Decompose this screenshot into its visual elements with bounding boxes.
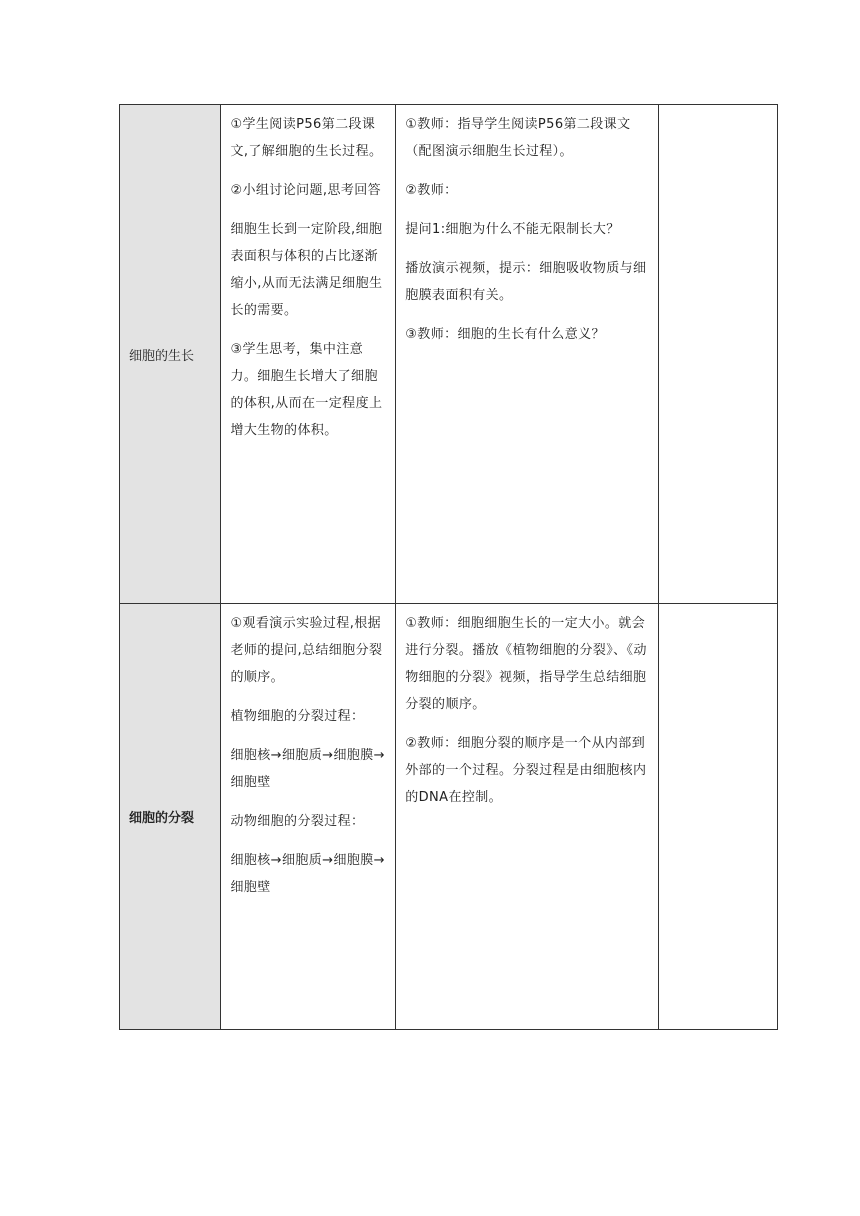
notes-cell <box>659 105 778 604</box>
teacher-activity-cell <box>396 604 659 1030</box>
teacher-paragraph: ①教师：指导学生阅读P56第二段课文（配图演示细胞生长过程）。 <box>405 117 631 159</box>
student-paragraph: 动物细胞的分裂过程： <box>230 814 365 829</box>
student-paragraph: 细胞生长到一定阶段,细胞表面积与体积的占比逐渐缩小,从而无法满足细胞生长的需要。 <box>230 222 383 318</box>
student-paragraph: 细胞核→细胞质→细胞膜→细胞壁 <box>230 853 385 895</box>
teacher-paragraph: ②教师：细胞分裂的顺序是一个从内部到外部的一个过程。分裂过程是由细胞核内的DNA在控制。 <box>405 736 647 805</box>
notes-cell <box>659 604 778 1030</box>
table-row <box>120 105 778 604</box>
student-activity-cell <box>221 604 396 1030</box>
topic-cell: 细胞的生长 <box>120 105 221 604</box>
student-paragraph: ③学生思考，集中注意力。细胞生长增大了细胞的体积,从而在一定程度上增大生物的体积。 <box>230 342 383 438</box>
student-paragraph: 植物细胞的分裂过程： <box>230 709 365 724</box>
teacher-paragraph: ③教师：细胞的生长有什么意义？ <box>405 327 605 342</box>
student-paragraph: ①观看演示实验过程,根据老师的提问,总结细胞分裂的顺序。 <box>230 616 383 685</box>
student-paragraph: ②小组讨论问题,思考回答 <box>230 183 382 198</box>
teacher-paragraph: ②教师： <box>405 183 458 198</box>
student-activity-cell <box>221 105 396 604</box>
student-paragraph: 细胞核→细胞质→细胞膜→细胞壁 <box>230 748 385 790</box>
lesson-plan-table <box>119 104 778 1030</box>
teacher-paragraph: 提问1:细胞为什么不能无限制长大？ <box>405 222 620 237</box>
student-paragraph: ①学生阅读P56第二段课文,了解细胞的生长过程。 <box>230 117 383 159</box>
teacher-activity-cell <box>396 105 659 604</box>
teacher-paragraph: ①教师：细胞细胞生长的一定大小。就会进行分裂。播放《植物细胞的分裂》、《动物细胞的分裂》视频，指导学生总结细胞分裂的顺序。 <box>405 616 647 712</box>
topic-cell: 细胞的分裂 <box>120 604 221 1030</box>
teacher-paragraph: 播放演示视频，提示：细胞吸收物质与细胞膜表面积有关。 <box>405 261 647 303</box>
table-row <box>120 604 778 1030</box>
